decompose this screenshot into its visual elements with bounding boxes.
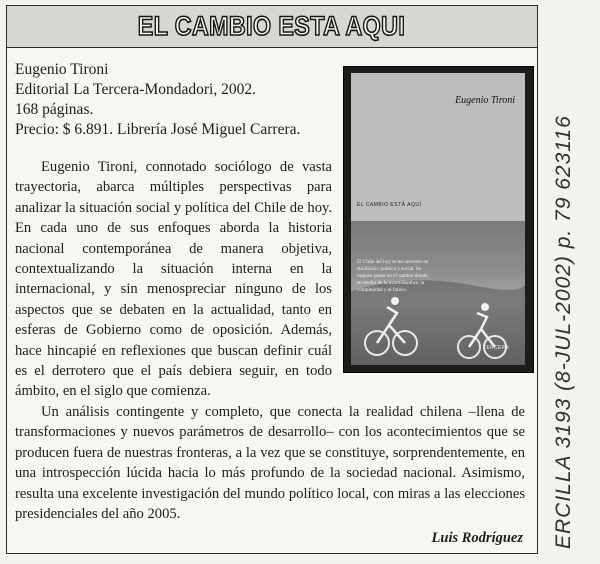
headline-bar [7, 6, 537, 48]
cyclists-photo-icon [351, 221, 525, 365]
book-cover-image [343, 66, 534, 373]
book-pages-line: 168 páginas. [15, 101, 94, 118]
book-cover-title: EL CAMBIO ESTÁ AQUÍ [357, 202, 422, 208]
book-cover-panel [351, 73, 525, 365]
review-paragraph: Eugenio Tironi, connotado sociólogo de vasta trayectoria, abarca múltiples perspectivas para analizar la situación social y política del Chile de hoy. En cada uno de sus enfoques aborda la historia nacional contemporánea de manera objetiva, contextualizando la situación interna en la internacional, y sin menospreciar ninguno de los aspectos que se debaten en la actualidad, tanto en esferas de Gobierno como de oposición. Además, hace hincapié en reflexiones que buscan definir cuál es el derrotero que el país debiera seguir, en todo ámbito, en el siglo que comienza. [15, 159, 332, 400]
book-cover-publisher-logo: TERCERA [483, 345, 509, 351]
review-paragraph: Un análisis contingente y completo, que conecta la realidad chilena –llena de transformaciones y nuevos parámetros de desarrollo– con los acontecimientos que se producen fuera de nuestras fronteras, a la vez que se constituye, sorprendentemente, en una introspección lúcida hacia lo más profundo de la sociedad nacional. Asimismo, resulta una excelente investigación del mundo político local, con miras a las elecciones presidenciales del año 2005. [15, 403, 525, 522]
book-publisher-line: Editorial La Tercera-Mondadori, 2002. [15, 81, 256, 98]
book-author-line: Eugenio Tironi [15, 61, 109, 78]
handwritten-archive-note: ERCILLA 3193 (8-JUL-2002) p. 79 623116 [552, 115, 575, 549]
book-details [15, 60, 335, 140]
book-cover-blurb: El Chile del hoy es un universo en ebullición: política y social. Se impone poner en el cambio donde, en medio de la incertidumbre, la complejidad y el futuro. [357, 259, 429, 293]
headline: EL CAMBIO ESTA AQUI [138, 11, 406, 41]
book-price-line: Precio: $ 6.891. Librería José Miguel Carrera. [15, 121, 301, 138]
book-cover-author: Eugenio Tironi [455, 95, 515, 106]
review-signature: Luis Rodríguez [431, 530, 523, 546]
